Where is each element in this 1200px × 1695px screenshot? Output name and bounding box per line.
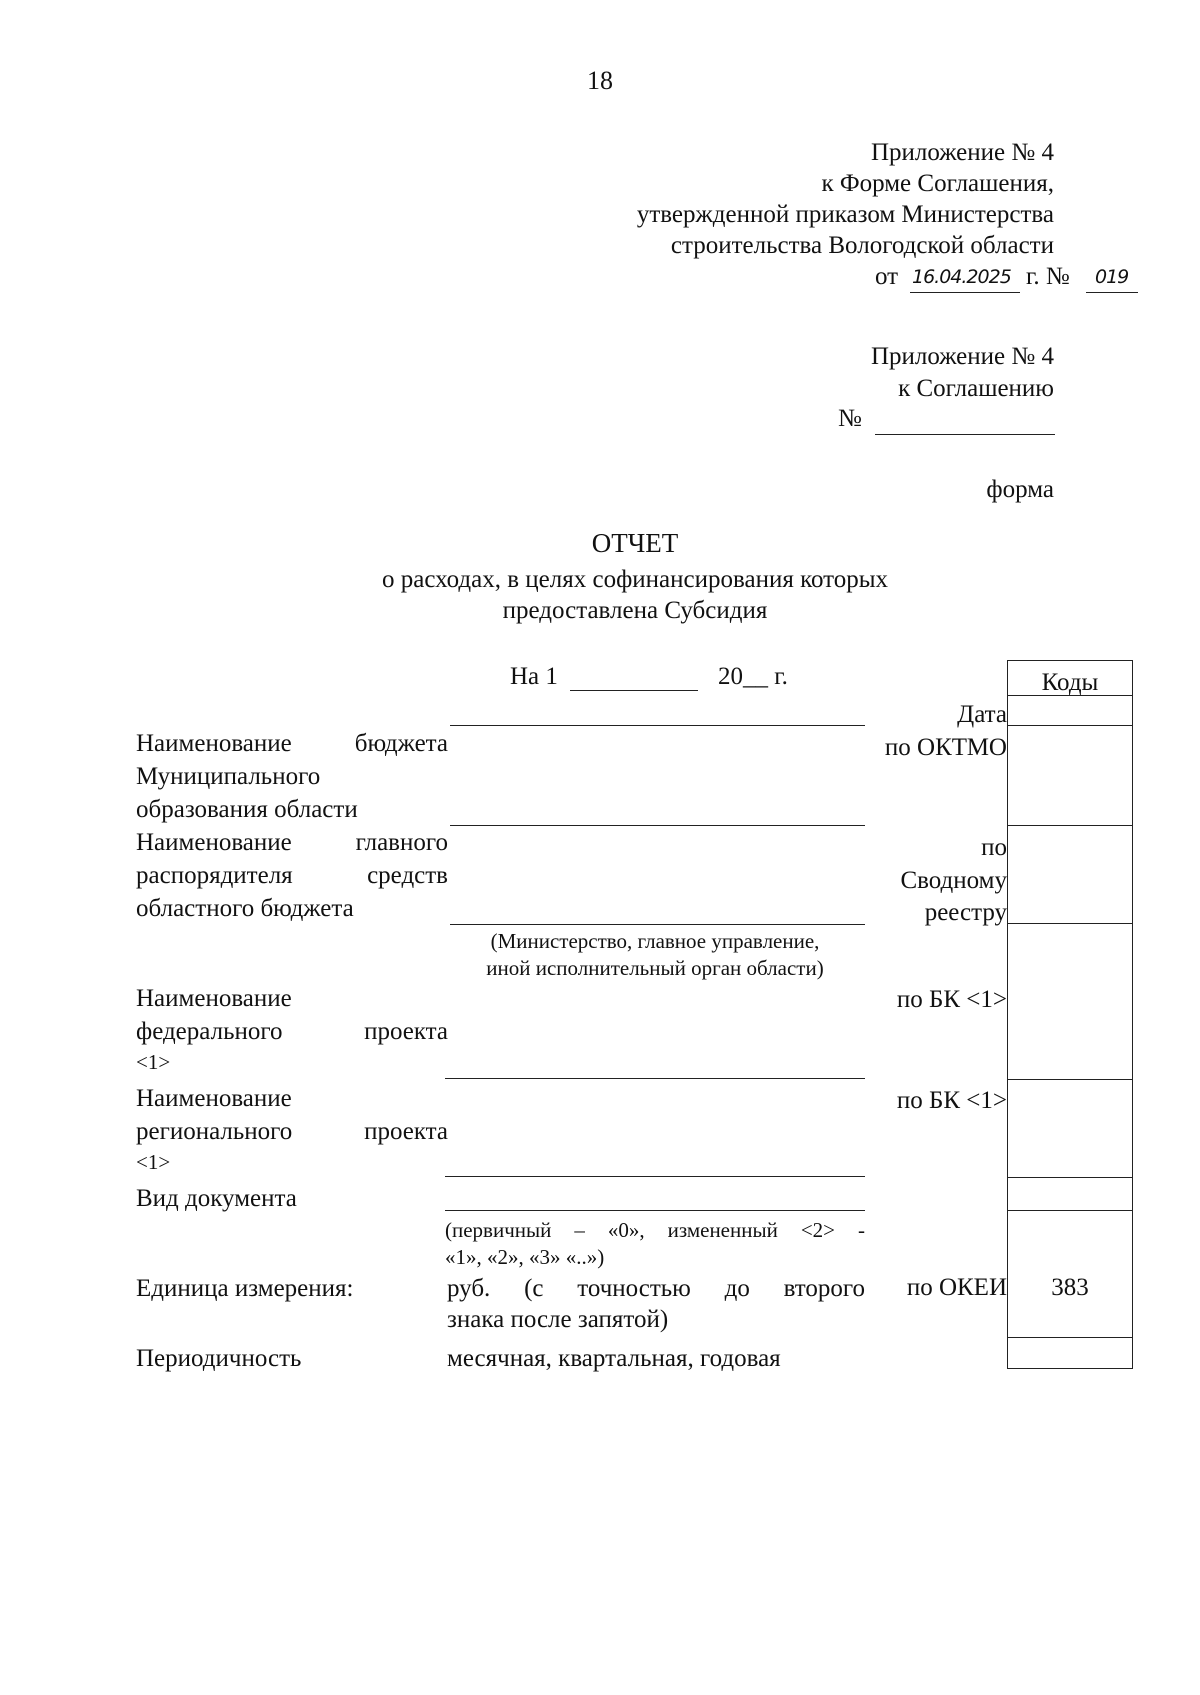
codes-line-8 <box>1007 1337 1133 1338</box>
okei-code-value: 383 <box>1051 1274 1089 1301</box>
federal-label-line-2 <box>136 1015 448 1048</box>
federal-fill-line <box>445 1078 865 1079</box>
registry-code-label-3: реестру <box>924 899 1007 926</box>
budget-fill-line <box>450 825 865 826</box>
registry-code-label-2: Сводному <box>900 867 1007 894</box>
budget-label-1a: Наименование <box>136 730 292 757</box>
federal-label-line-3: <1> <box>136 1050 171 1074</box>
report-date-prefix: На 1 <box>510 663 558 690</box>
codes-line-5 <box>1007 1079 1133 1080</box>
regional-label-line-1: Наименование <box>136 1085 292 1112</box>
approval-number-value: 019 <box>1095 266 1129 288</box>
periodicity-value: месячная, квартальная, годовая <box>447 1345 781 1372</box>
budget-label-line-1 <box>136 727 448 760</box>
okei-code-label: по ОКЕИ <box>906 1274 1007 1301</box>
regional-label-2a: регионального <box>136 1118 293 1145</box>
date-code-label: Дата <box>957 701 1007 728</box>
approval-line-3: утвержденной приказом Министерства <box>636 201 1054 228</box>
unit-value-line-1: руб. (с точностью до второго <box>447 1275 865 1302</box>
doc-type-note-2: «1», «2», «3» «..») <box>445 1245 605 1269</box>
codes-line-1 <box>1007 695 1133 696</box>
gr-label-2a: распорядителя <box>136 862 293 889</box>
appendix-line-2: к Соглашению <box>898 375 1054 402</box>
oktmo-code-label: по ОКТМО <box>884 734 1007 761</box>
appendix-number-label: № <box>838 405 862 432</box>
budget-label-line-3: образования области <box>136 796 358 823</box>
unit-value-line-2: знака после запятой) <box>447 1306 669 1333</box>
codes-column <box>1007 660 1133 1369</box>
codes-line-7 <box>1007 1210 1133 1211</box>
regional-label-line-2 <box>136 1115 448 1148</box>
gr-label-2b: средств <box>367 862 448 889</box>
codes-line-2 <box>1007 725 1133 726</box>
gr-label-1b: главного <box>355 829 448 856</box>
date-fill-line <box>450 725 865 726</box>
gr-label-line-1 <box>136 826 448 859</box>
doctype-fill-line <box>445 1210 865 1211</box>
form-label: форма <box>986 476 1054 503</box>
federal-label-line-1: Наименование <box>136 985 292 1012</box>
gr-note-line-1: (Министерство, главное управление, <box>490 929 820 953</box>
gr-label-line-2 <box>136 859 448 892</box>
codes-line-4 <box>1007 923 1133 924</box>
approval-line-1: Приложение № 4 <box>870 139 1054 166</box>
bk-regional-code-label: по БК <1> <box>896 1087 1007 1114</box>
approval-date-prefix: от <box>875 263 899 290</box>
federal-label-2b: проекта <box>364 1018 448 1045</box>
gr-note-line-2: иной исполнительный орган области) <box>486 956 824 980</box>
approval-date-underline <box>910 292 1020 293</box>
bk-federal-code-label: по БК <1> <box>896 986 1007 1013</box>
report-subtitle-2: предоставлена Субсидия <box>502 597 768 624</box>
page-number: 18 <box>587 66 613 95</box>
appendix-number-underline <box>875 434 1055 435</box>
gr-fill-line <box>450 924 865 925</box>
budget-label-line-2: Муниципального <box>136 763 321 790</box>
gr-label-line-3: областного бюджета <box>136 895 354 922</box>
regional-label-line-3: <1> <box>136 1150 171 1174</box>
report-title: ОТЧЕТ <box>591 528 679 558</box>
report-date-year: 20__ г. <box>718 663 788 690</box>
approval-line-4: строительства Вологодской области <box>670 232 1054 259</box>
codes-line-3 <box>1007 825 1133 826</box>
regional-fill-line <box>445 1176 865 1177</box>
codes-header: Коды <box>1041 669 1099 696</box>
appendix-line-1: Приложение № 4 <box>870 343 1054 370</box>
federal-label-2a: федерального <box>136 1018 283 1045</box>
gr-label-1a: Наименование <box>136 829 292 856</box>
periodicity-label: Периодичность <box>136 1345 302 1372</box>
unit-label: Единица измерения: <box>136 1275 354 1302</box>
codes-line-6 <box>1007 1177 1133 1178</box>
approval-date-suffix: г. № <box>1026 263 1070 290</box>
doc-type-note-1: (первичный – «0», измененный <2> - <box>445 1218 865 1242</box>
budget-label-1b: бюджета <box>354 730 448 757</box>
report-subtitle-1: о расходах, в целях софинансирования которых <box>381 566 889 593</box>
registry-code-label-1: по <box>981 834 1007 861</box>
regional-label-2b: проекта <box>364 1118 448 1145</box>
doc-type-label: Вид документа <box>136 1185 297 1212</box>
approval-number-underline <box>1086 292 1138 293</box>
approval-date-value: 16.04.2025 <box>912 266 1011 288</box>
approval-line-2: к Форме Соглашения, <box>821 170 1054 197</box>
report-date-day-line <box>570 690 698 691</box>
